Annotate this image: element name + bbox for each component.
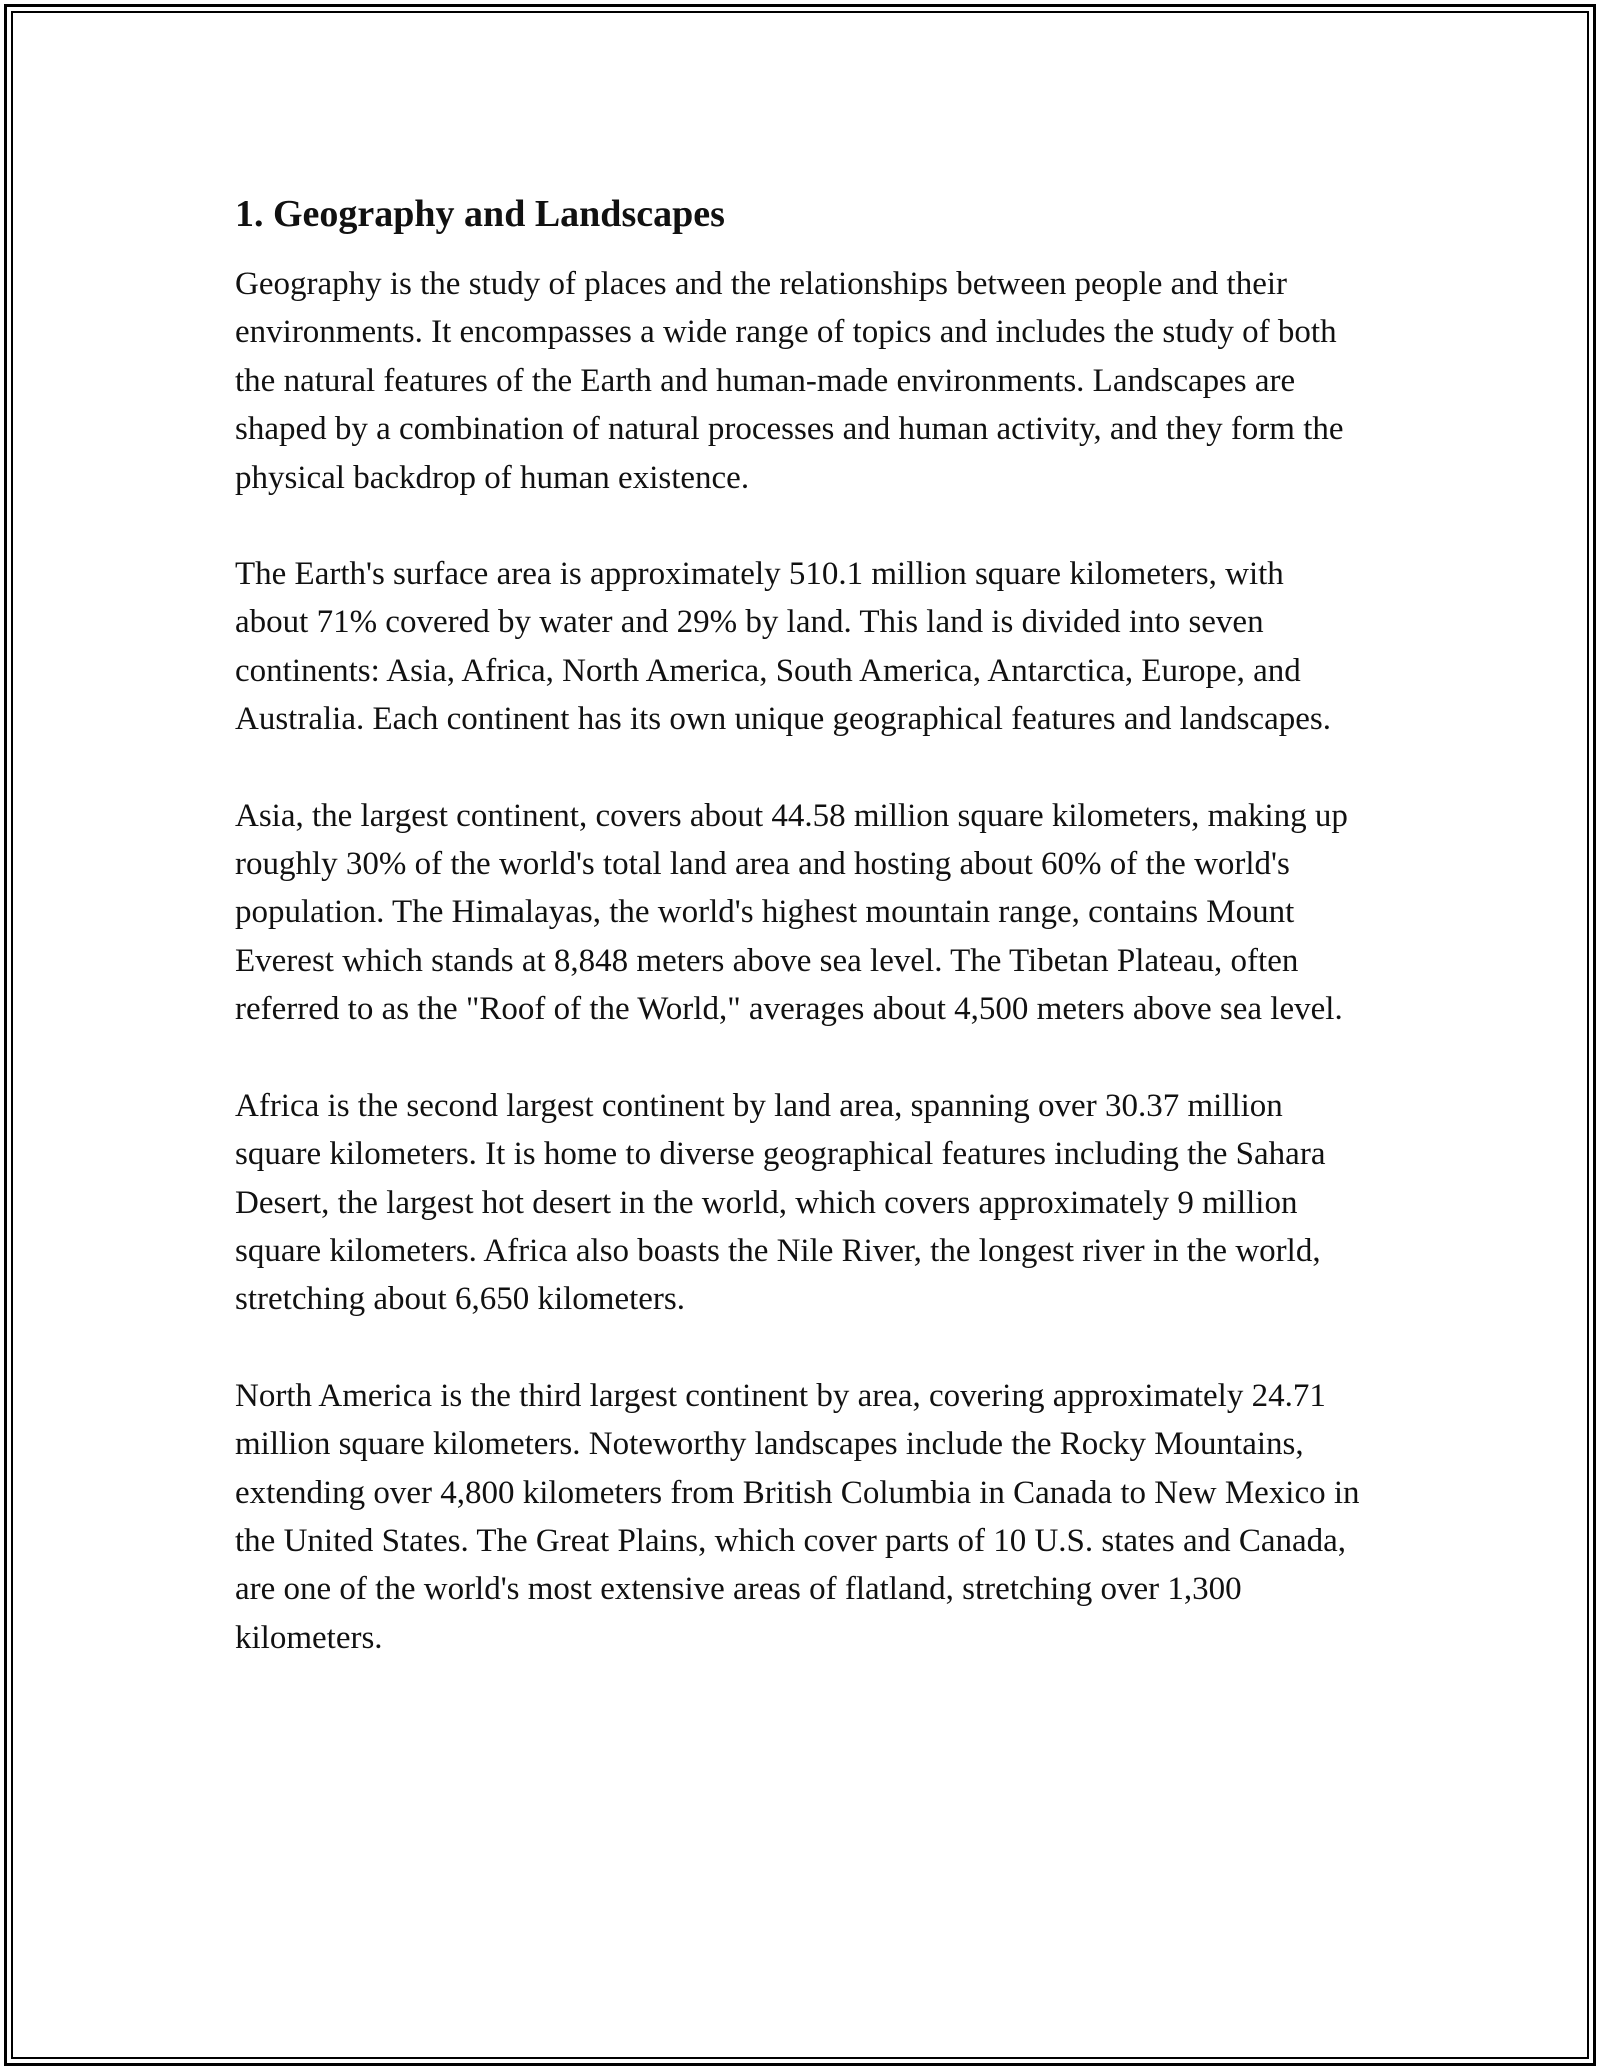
paragraph-asia: Asia, the largest continent, covers about 44.58 million square kilometers, making up roughly 30% of the world's total land area and hosting about 60% of the world's population. The Himalayas, the world's highest mountain range, contains Mount Everest which stands at 8,848 meters above sea level. The Tibetan Plateau, often referred to as the "Roof of the World," averages about 4,500 meters above sea level. — [235, 797, 1348, 1028]
paragraph-north-america: North America is the third largest continent by area, covering approximately 24.71 million square kilometers. Noteworthy landscapes include the Rocky Mountains, extending over 4,800 kilometers from British Columbia in Canada to New Mexico in the United States. The Great Plains, which cover parts of 10 U.S. states and Canada, are one of the world's most extensive areas of flatland, stretching over 1,300 kilometers. — [235, 1377, 1360, 1656]
document-body — [235, 190, 1365, 1710]
paragraph-intro: Geography is the study of places and the relationships between people and their environments. It encompasses a wide range of topics and includes the study of both the natural features of the Earth and human-made environments. Landscapes are shaped by a combination of natural processes and human activity, and they form the physical backdrop of human existence. — [235, 266, 1344, 496]
paragraph-africa: Africa is the second largest continent by land area, spanning over 30.37 million square kilometers. It is home to diverse geographical features including the Sahara Desert, the largest hot desert in the world, which covers approximately 9 million square kilometers. Africa also boasts the Nile River, the longest river in the world, stretching about 6,650 kilometers. — [235, 1087, 1326, 1318]
paragraph-earth-surface: The Earth's surface area is approximately 510.1 million square kilometers, with about 71% covered by water and 29% by land. This land is divided into seven continents: Asia, Africa, North America, South America, Antarctica, Europe, and Australia. Each continent has its own unique geographical features and landscapes. — [235, 556, 1331, 738]
section-title: 1. Geography and Landscapes — [235, 193, 725, 235]
